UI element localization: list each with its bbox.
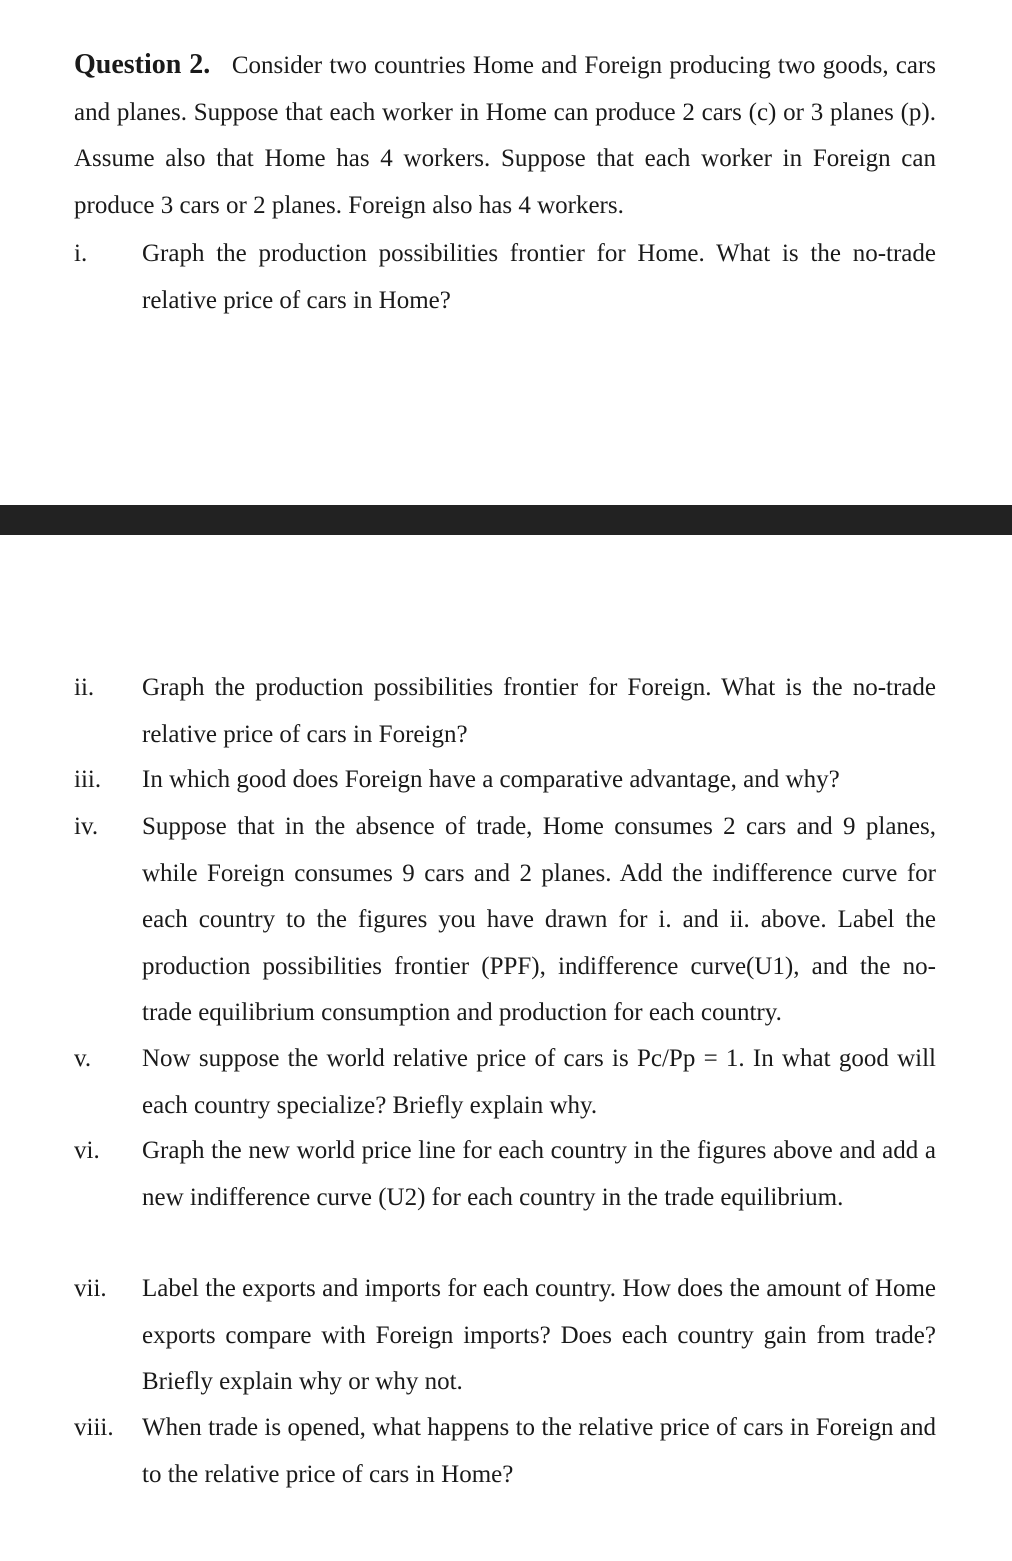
dark-divider-band	[0, 505, 1012, 535]
part-text: In which good does Foreign have a comparative advantage, and why?	[142, 766, 840, 793]
part-v	[74, 1036, 936, 1129]
part-number: i.	[74, 240, 88, 267]
question-intro	[74, 42, 936, 229]
part-number: iv.	[74, 813, 99, 840]
part-number: viii.	[74, 1414, 114, 1441]
part-text: Graph the production possibilities frontier for Foreign. What is the no-trade relative price of cars in Foreign?	[142, 674, 936, 748]
part-viii	[74, 1405, 936, 1498]
part-number: vi.	[74, 1137, 100, 1164]
part-text: Graph the new world price line for each country in the figures above and add a new indifference curve (U2) for each country in the trade equilibrium.	[142, 1137, 936, 1211]
part-number: ii.	[74, 674, 95, 701]
part-text: Suppose that in the absence of trade, Home consumes 2 cars and 9 planes, while Foreign consumes 9 cars and 2 planes. Add the indifference curve for each country to the figures you have drawn for i. and ii. above. Label the production possibilities frontier (PPF), indifference curve(U1), and the no-trade equilibrium consumption and production for each country.	[142, 813, 936, 1026]
part-text: Now suppose the world relative price of cars is Pc/Pp = 1. In what good will each country specialize? Briefly explain why.	[142, 1045, 936, 1119]
part-iv	[74, 804, 936, 1037]
part-iii	[74, 757, 936, 804]
part-vi	[74, 1128, 936, 1221]
part-text: Label the exports and imports for each country. How does the amount of Home exports compare with Foreign imports? Does each country gain from trade? Briefly explain why or why not.	[142, 1275, 936, 1395]
part-number: iii.	[74, 766, 102, 793]
part-vii	[74, 1266, 936, 1406]
part-number: v.	[74, 1045, 92, 1072]
part-number: vii.	[74, 1275, 107, 1302]
question-intro-text: Consider two countries Home and Foreign producing two goods, cars and planes. Suppose that each worker in Home can produce 2 cars (c) or 3 planes (p). Assume also that Home has 4 workers. Suppose that each worker in Foreign can produce 3 cars or 2 planes. Foreign also has 4 workers.	[74, 52, 937, 219]
part-text: When trade is opened, what happens to the relative price of cars in Foreign and to the relative price of cars in Home?	[142, 1414, 936, 1488]
part-text: Graph the production possibilities frontier for Home. What is the no-trade relative price of cars in Home?	[142, 240, 936, 314]
part-i	[74, 231, 936, 324]
question-label: Question 2.	[74, 49, 211, 80]
part-ii	[74, 665, 936, 758]
